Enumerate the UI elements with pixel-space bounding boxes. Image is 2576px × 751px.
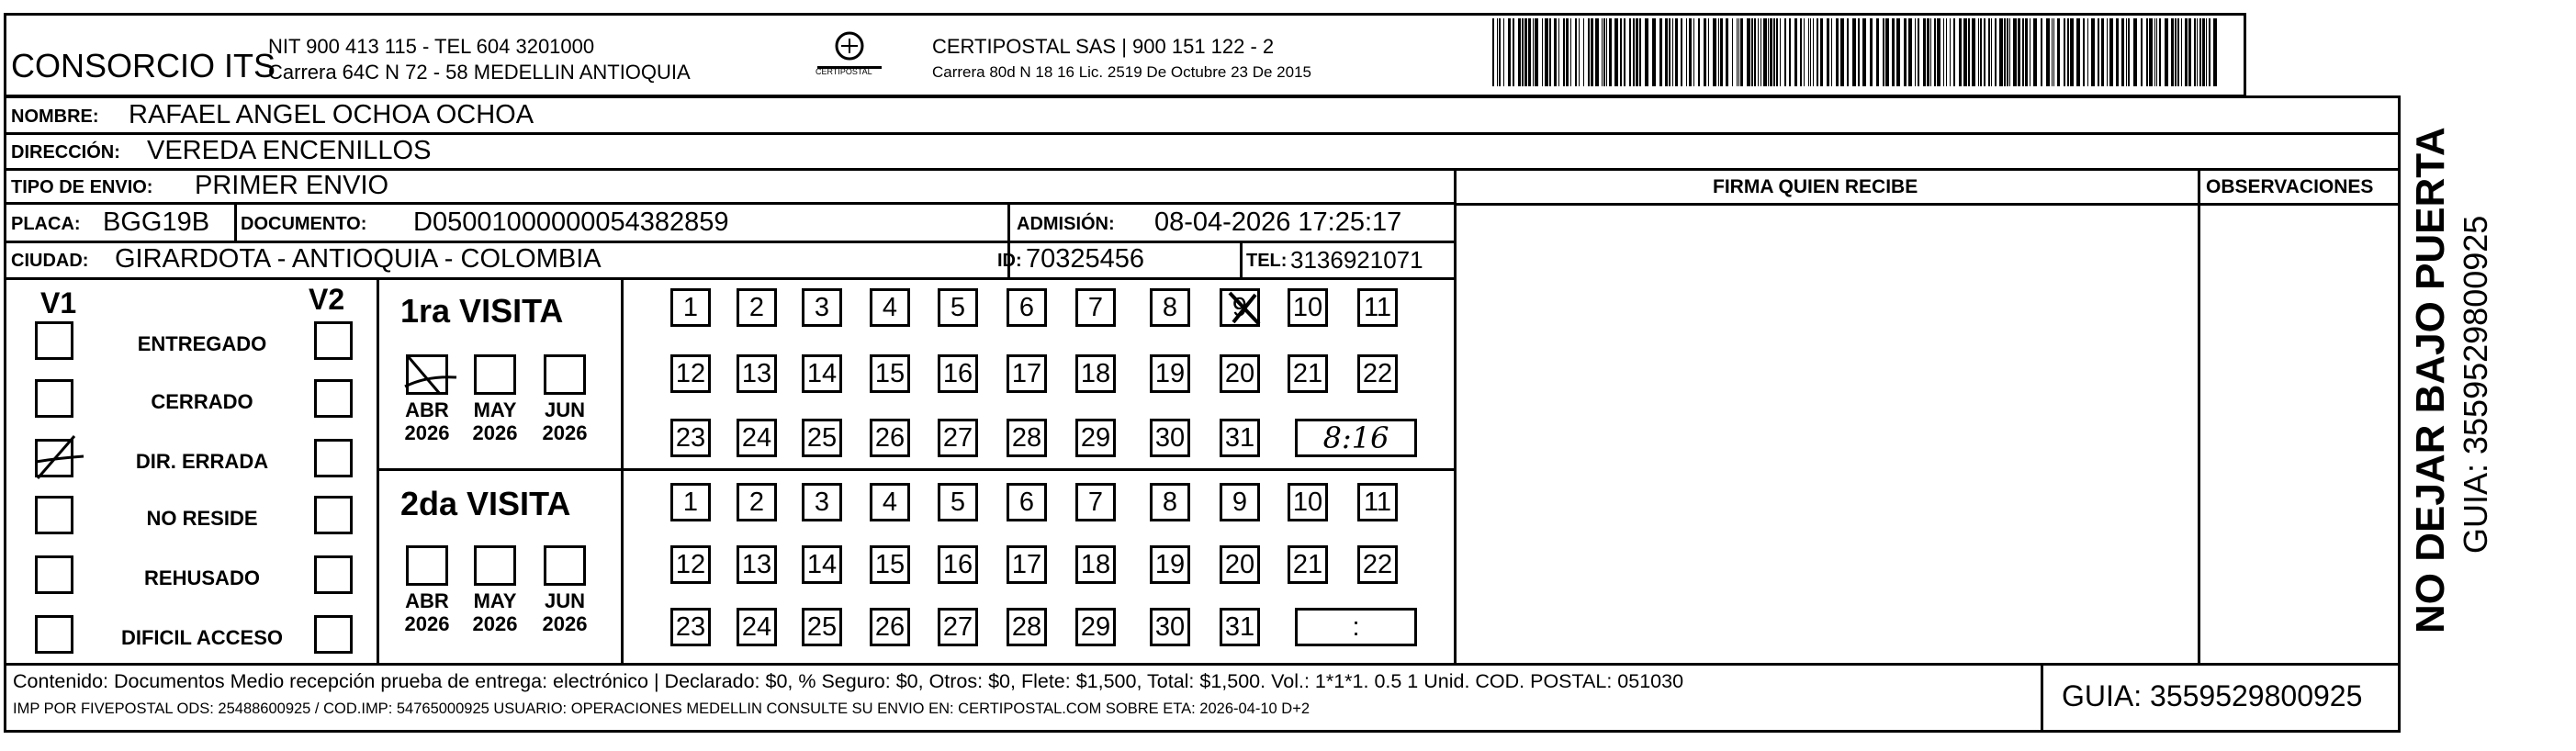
day-box[interactable] bbox=[1075, 545, 1116, 584]
day-number: 5 bbox=[950, 292, 966, 322]
status-label: DIFICIL ACCESO bbox=[120, 626, 283, 649]
day-box[interactable] bbox=[1220, 354, 1260, 393]
day-box[interactable] bbox=[1288, 288, 1328, 327]
certipostal-line1: CERTIPOSTAL SAS | 900 151 122 - 2 bbox=[932, 35, 1275, 58]
day-box[interactable] bbox=[1007, 288, 1047, 327]
day-number: 4 bbox=[882, 292, 898, 322]
month-label bbox=[465, 398, 525, 445]
tipo-envio-label: TIPO DE ENVIO: bbox=[11, 177, 153, 197]
day-number: 2 bbox=[748, 487, 765, 517]
day-number: 8 bbox=[1162, 487, 1178, 517]
day-number: 5 bbox=[950, 487, 966, 517]
day-number: 13 bbox=[741, 358, 772, 388]
firma-area[interactable] bbox=[1457, 206, 2196, 662]
day-number: 30 bbox=[1154, 611, 1186, 642]
day-box[interactable] bbox=[1357, 288, 1398, 327]
certipostal-logo bbox=[808, 28, 891, 83]
day-number: 7 bbox=[1087, 487, 1104, 517]
ciudad-value: GIRARDOTA - ANTIOQUIA - COLOMBIA bbox=[115, 244, 602, 274]
day-number: 22 bbox=[1362, 549, 1393, 579]
status-label: ENTREGADO bbox=[137, 332, 267, 355]
tel-label: TEL: bbox=[1246, 251, 1288, 271]
day-number: 8 bbox=[1162, 292, 1178, 322]
day-box[interactable] bbox=[802, 288, 842, 327]
day-number: 9 bbox=[1232, 292, 1248, 322]
day-number: 23 bbox=[675, 422, 706, 453]
day-box[interactable] bbox=[670, 354, 711, 393]
month-label bbox=[534, 589, 595, 636]
day-box[interactable] bbox=[1288, 483, 1328, 521]
day-number: 21 bbox=[1292, 358, 1323, 388]
day-number: 3 bbox=[814, 487, 830, 517]
day-box[interactable] bbox=[737, 545, 777, 584]
day-box[interactable] bbox=[802, 354, 842, 393]
month-label bbox=[534, 398, 595, 445]
day-box[interactable] bbox=[670, 419, 711, 457]
nombre-label: NOMBRE: bbox=[11, 106, 99, 127]
day-number: 19 bbox=[1154, 358, 1186, 388]
day-box[interactable] bbox=[1075, 483, 1116, 521]
direccion-label: DIRECCIÓN: bbox=[11, 142, 120, 163]
day-box[interactable] bbox=[870, 288, 910, 327]
day-box[interactable] bbox=[1357, 545, 1398, 584]
footer-contenido: Contenido: Documentos Medio recepción prueba de entrega: electrónico | Declarado: $0, % Seguro: $0, Otros: $0, Flete: $1,500, Total: $1,500. Vol.: 1*1*1. 0.5 1 Unid. COD. POSTAL: 051030 bbox=[13, 670, 1684, 692]
day-box[interactable] bbox=[1150, 483, 1190, 521]
day-box[interactable] bbox=[1357, 354, 1398, 393]
day-box[interactable] bbox=[1007, 483, 1047, 521]
day-number: 31 bbox=[1224, 611, 1255, 642]
side-guia: GUIA: 3559529800925 bbox=[2457, 215, 2494, 554]
month-year: 2026 bbox=[472, 612, 518, 636]
status-label: NO RESIDE bbox=[146, 507, 258, 530]
day-number: 9 bbox=[1232, 487, 1248, 517]
month-checkbox[interactable] bbox=[474, 545, 516, 586]
company-name: CONSORCIO ITS bbox=[11, 47, 276, 84]
no-dejar-bajo-puerta: NO DEJAR BAJO PUERTA bbox=[2408, 127, 2453, 633]
day-number: 1 bbox=[682, 487, 699, 517]
day-box[interactable] bbox=[802, 419, 842, 457]
month-checkbox[interactable] bbox=[544, 354, 586, 395]
status-label: REHUSADO bbox=[144, 566, 260, 589]
month-name: JUN bbox=[544, 398, 585, 421]
time-value: : bbox=[1352, 611, 1360, 642]
day-box[interactable] bbox=[1075, 354, 1116, 393]
tel-value: 3136921071 bbox=[1290, 246, 1423, 274]
day-number: 26 bbox=[874, 611, 906, 642]
day-number: 10 bbox=[1292, 487, 1323, 517]
day-number: 20 bbox=[1224, 358, 1255, 388]
day-number: 25 bbox=[806, 611, 838, 642]
day-number: 28 bbox=[1011, 422, 1042, 453]
day-box[interactable] bbox=[1150, 354, 1190, 393]
day-box[interactable] bbox=[938, 483, 978, 521]
day-box[interactable] bbox=[1150, 419, 1190, 457]
day-box[interactable] bbox=[870, 483, 910, 521]
day-number: 11 bbox=[1363, 292, 1392, 322]
day-number: 18 bbox=[1080, 358, 1111, 388]
month-year: 2026 bbox=[542, 612, 588, 636]
day-box[interactable] bbox=[1288, 354, 1328, 393]
day-box[interactable] bbox=[870, 419, 910, 457]
day-box[interactable] bbox=[1220, 608, 1260, 646]
certipostal-line2: Carrera 80d N 18 16 Lic. 2519 De Octubre 23 De 2015 bbox=[932, 63, 1311, 81]
day-box[interactable] bbox=[870, 545, 910, 584]
day-box[interactable] bbox=[1150, 608, 1190, 646]
day-box[interactable] bbox=[802, 608, 842, 646]
month-year: 2026 bbox=[542, 421, 588, 445]
time-value: 8:16 bbox=[1322, 420, 1389, 455]
day-number: 25 bbox=[806, 422, 838, 453]
day-box[interactable] bbox=[1220, 419, 1260, 457]
footer-imp: IMP POR FIVEPOSTAL ODS: 25488600925 / COD.IMP: 54765000925 USUARIO: OPERACIONES MEDELLIN CONSULTE SU ENVIO EN: CERTIPOSTAL.COM SOBRE ETA: 2026-04-10 D+2 bbox=[13, 701, 1310, 717]
day-box[interactable] bbox=[1150, 545, 1190, 584]
month-checkbox[interactable] bbox=[406, 545, 448, 586]
month-checkbox[interactable] bbox=[474, 354, 516, 395]
id-label: ID: bbox=[997, 251, 1022, 271]
day-box[interactable] bbox=[1007, 419, 1047, 457]
visit2-title: 2da VISITA bbox=[400, 485, 571, 522]
day-box[interactable] bbox=[802, 545, 842, 584]
day-box[interactable] bbox=[938, 608, 978, 646]
month-name: MAY bbox=[473, 589, 517, 612]
day-box[interactable] bbox=[1357, 483, 1398, 521]
day-number: 24 bbox=[741, 611, 772, 642]
month-label bbox=[397, 589, 457, 636]
day-number: 22 bbox=[1362, 358, 1393, 388]
placa-value: BGG19B bbox=[103, 207, 210, 237]
day-number: 31 bbox=[1224, 422, 1255, 453]
day-number: 16 bbox=[942, 549, 973, 579]
month-label bbox=[465, 589, 525, 636]
time-box[interactable] bbox=[1295, 419, 1417, 457]
month-label bbox=[397, 398, 457, 445]
day-box[interactable] bbox=[737, 288, 777, 327]
month-name: ABR bbox=[405, 589, 449, 612]
day-number: 14 bbox=[806, 358, 838, 388]
day-number: 27 bbox=[942, 611, 973, 642]
day-number: 7 bbox=[1087, 292, 1104, 322]
day-box[interactable] bbox=[1007, 545, 1047, 584]
day-box[interactable] bbox=[1150, 288, 1190, 327]
day-box[interactable] bbox=[1288, 545, 1328, 584]
day-number: 24 bbox=[741, 422, 772, 453]
day-box[interactable] bbox=[1075, 419, 1116, 457]
day-number: 29 bbox=[1080, 422, 1111, 453]
day-number: 17 bbox=[1011, 549, 1042, 579]
day-box[interactable] bbox=[737, 483, 777, 521]
company-nit: NIT 900 413 115 - TEL 604 3201000 bbox=[268, 35, 595, 58]
day-number: 28 bbox=[1011, 611, 1042, 642]
day-box[interactable] bbox=[1075, 288, 1116, 327]
day-number: 14 bbox=[806, 549, 838, 579]
barcode bbox=[1492, 18, 2222, 86]
day-number: 23 bbox=[675, 611, 706, 642]
month-year: 2026 bbox=[404, 421, 450, 445]
day-box[interactable] bbox=[1220, 483, 1260, 521]
visit1-title: 1ra VISITA bbox=[400, 292, 564, 330]
day-number: 20 bbox=[1224, 549, 1255, 579]
day-box[interactable] bbox=[737, 419, 777, 457]
day-box[interactable] bbox=[1075, 608, 1116, 646]
month-year: 2026 bbox=[472, 421, 518, 445]
day-box[interactable] bbox=[670, 608, 711, 646]
day-number: 6 bbox=[1018, 487, 1035, 517]
day-number: 27 bbox=[942, 422, 973, 453]
day-box[interactable] bbox=[938, 354, 978, 393]
day-number: 15 bbox=[874, 358, 906, 388]
day-number: 1 bbox=[682, 292, 699, 322]
day-box[interactable] bbox=[1007, 608, 1047, 646]
day-number: 11 bbox=[1363, 487, 1392, 517]
direccion-value: VEREDA ENCENILLOS bbox=[147, 136, 432, 165]
placa-label: PLACA: bbox=[11, 214, 81, 234]
day-box[interactable] bbox=[802, 483, 842, 521]
month-name: JUN bbox=[544, 589, 585, 612]
documento-label: DOCUMENTO: bbox=[241, 214, 367, 234]
day-box[interactable] bbox=[938, 288, 978, 327]
day-box[interactable] bbox=[870, 608, 910, 646]
day-number: 18 bbox=[1080, 549, 1111, 579]
day-box[interactable] bbox=[670, 483, 711, 521]
day-box[interactable] bbox=[737, 608, 777, 646]
observaciones-label: OBSERVACIONES bbox=[2206, 176, 2374, 197]
day-box[interactable] bbox=[1220, 545, 1260, 584]
day-number: 13 bbox=[741, 549, 772, 579]
day-number: 3 bbox=[814, 292, 830, 322]
day-box[interactable] bbox=[670, 288, 711, 327]
ciudad-label: CIUDAD: bbox=[11, 251, 89, 271]
observaciones-area[interactable] bbox=[2201, 206, 2398, 662]
v2-label: V2 bbox=[309, 283, 345, 316]
day-number: 26 bbox=[874, 422, 906, 453]
day-box[interactable] bbox=[1220, 288, 1260, 327]
day-number: 12 bbox=[675, 549, 706, 579]
v1-label: V1 bbox=[40, 286, 77, 319]
day-number: 21 bbox=[1292, 549, 1323, 579]
month-checkbox[interactable] bbox=[406, 354, 448, 395]
day-box[interactable] bbox=[670, 545, 711, 584]
month-checkbox[interactable] bbox=[544, 545, 586, 586]
month-name: ABR bbox=[405, 398, 449, 421]
day-number: 29 bbox=[1080, 611, 1111, 642]
day-box[interactable] bbox=[870, 354, 910, 393]
admision-value: 08-04-2026 17:25:17 bbox=[1154, 207, 1402, 237]
day-box[interactable] bbox=[938, 419, 978, 457]
day-number: 6 bbox=[1018, 292, 1035, 322]
documento-value: D05001000000054382859 bbox=[413, 207, 729, 237]
day-number: 2 bbox=[748, 292, 765, 322]
footer-guia: GUIA: 3559529800925 bbox=[2062, 679, 2363, 712]
logo-text: CERTIPOSTAL bbox=[816, 67, 872, 76]
time-box[interactable] bbox=[1295, 608, 1417, 646]
month-name: MAY bbox=[473, 398, 517, 421]
company-address: Carrera 64C N 72 - 58 MEDELLIN ANTIOQUIA bbox=[268, 61, 691, 84]
nombre-value: RAFAEL ANGEL OCHOA OCHOA bbox=[129, 100, 534, 129]
admision-label: ADMISIÓN: bbox=[1017, 214, 1115, 234]
firma-quien-recibe-label: FIRMA QUIEN RECIBE bbox=[1713, 176, 1918, 197]
day-number: 30 bbox=[1154, 422, 1186, 453]
day-box[interactable] bbox=[938, 545, 978, 584]
day-box[interactable] bbox=[737, 354, 777, 393]
id-value: 70325456 bbox=[1026, 244, 1145, 274]
day-number: 15 bbox=[874, 549, 906, 579]
day-number: 17 bbox=[1011, 358, 1042, 388]
month-year: 2026 bbox=[404, 612, 450, 636]
day-number: 19 bbox=[1154, 549, 1186, 579]
day-number: 4 bbox=[882, 487, 898, 517]
day-number: 16 bbox=[942, 358, 973, 388]
day-number: 10 bbox=[1292, 292, 1323, 322]
tipo-envio-value: PRIMER ENVIO bbox=[195, 171, 389, 200]
day-number: 12 bbox=[675, 358, 706, 388]
day-box[interactable] bbox=[1007, 354, 1047, 393]
status-label: CERRADO bbox=[151, 390, 253, 413]
status-label: DIR. ERRADA bbox=[135, 450, 269, 473]
